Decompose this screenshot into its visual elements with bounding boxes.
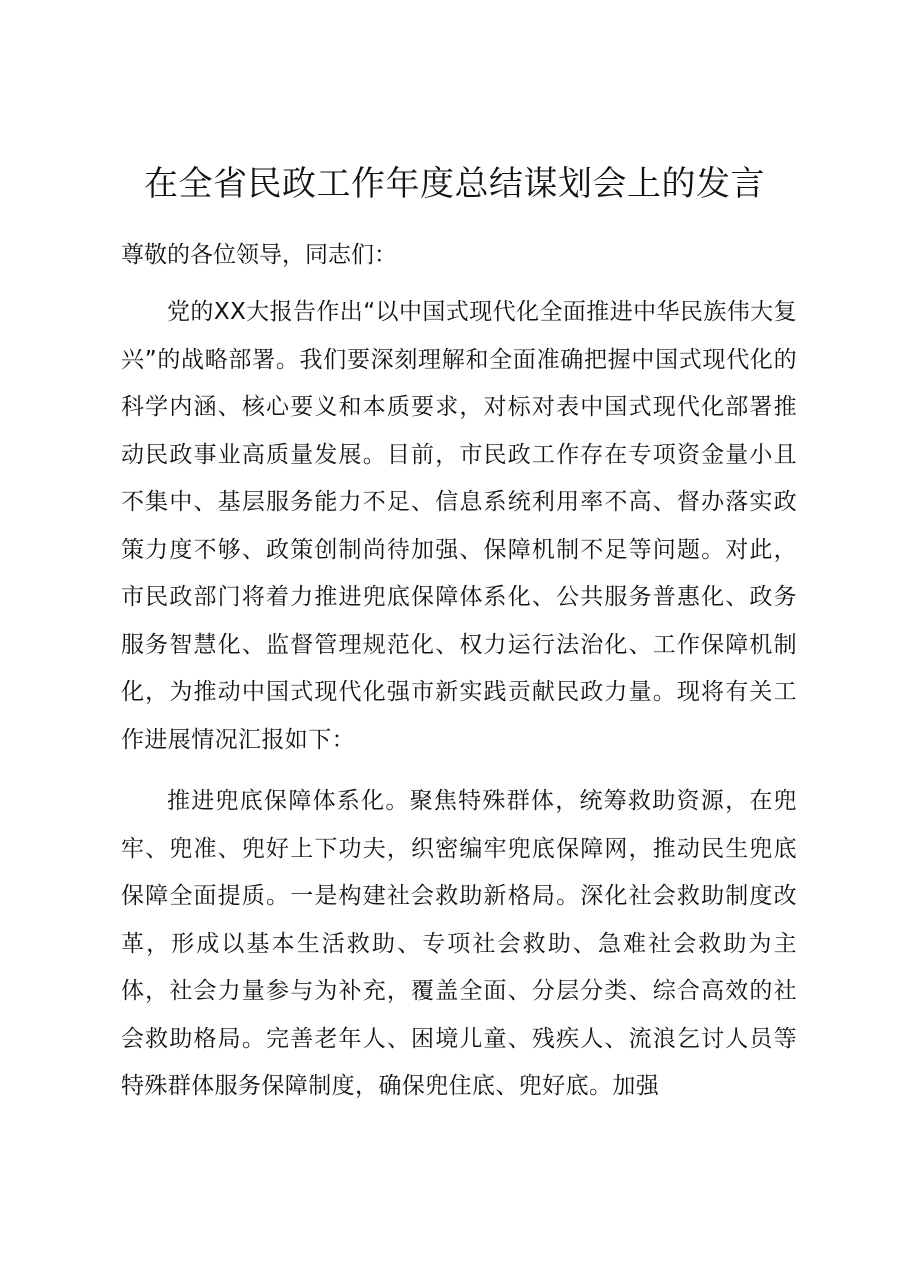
body-paragraph-2: 推进兜底保障体系化。聚焦特殊群体，统筹救助资源，在兜牢、兜准、兜好上下功夫，织密编牢兜底保障网，推动民生兜底保障全面提质。一是构建社会救助新格局。深化社会救助制度改革，形成以基本生活救助、专项社会救助、急难社会救助为主体，社会力量参与为补充，覆盖全面、分层分类、综合高效的社会救助格局。完善老年人、困境儿童、残疾人、流浪乞讨人员等特殊群体服务保障制度，确保兜住底、兜好底。加强 <box>121 788 797 1099</box>
salutation: 尊敬的各位领导，同志们： <box>121 242 397 268</box>
body-paragraph-1: 党的XX大报告作出“以中国式现代化全面推进中华民族伟大复兴”的战略部署。我们要深刻理解和全面准确把握中国式现代化的科学内涵、核心要义和本质要求，对标对表中国式现代化部署推动民政事业高质量发展。目前，市民政工作存在专项资金量小且不集中、基层服务能力不足、信息系统利用率不高、督办落实政策力度不够、政策创制尚待加强、保障机制不足等问题。对此，市民政部门将着力推进兜底保障体系化、公共服务普惠化、政务服务智慧化、监督管理规范化、权力运行法治化、工作保障机制化，为推动中国式现代化强市新实践贡献民政力量。现将有关工作进展情况汇报如下： <box>121 299 797 753</box>
document-title: 在全省民政工作年度总结谋划会上的发言 <box>144 164 765 204</box>
